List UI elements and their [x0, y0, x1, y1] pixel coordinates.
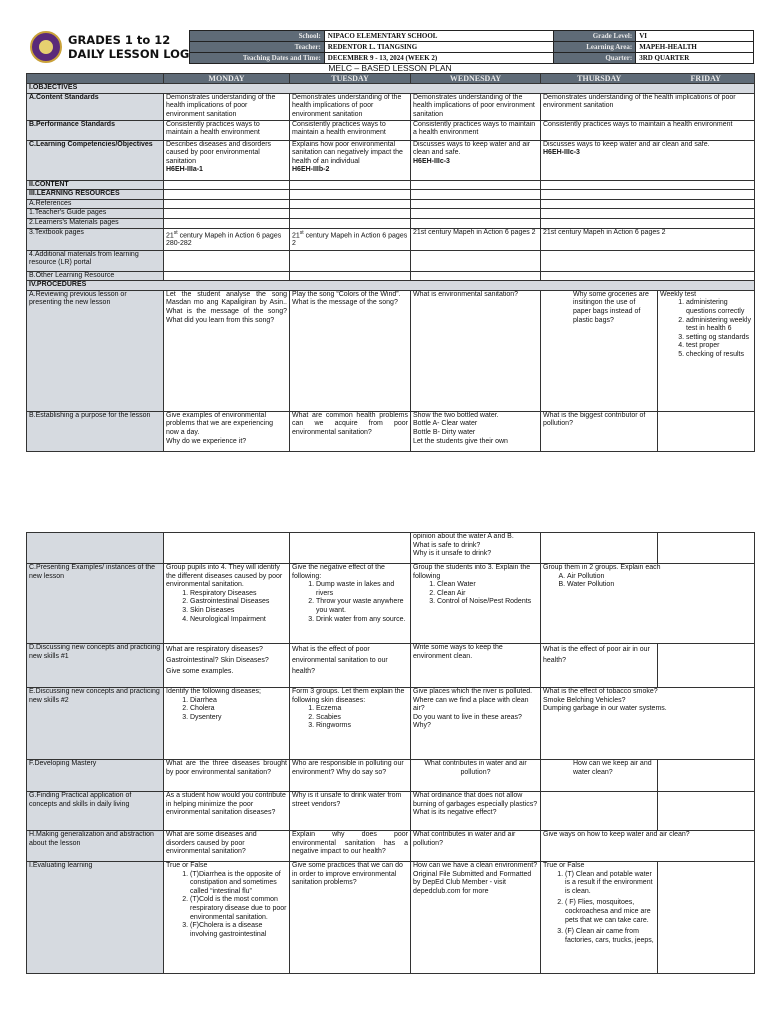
cell: Group pupils into 4. They will identify the different diseases caused by poor environmental sanitation. 1. Respiratory Diseases 2. Gastrointestinal Diseases 3. Skin Diseases 4. Neurological Impairment	[164, 564, 290, 644]
day-wednesday: WEDNESDAY	[411, 74, 541, 84]
cell: Demonstrates understanding of the health implications of poor environment sanitation	[541, 93, 755, 120]
procedures-heading: IV.PROCEDURES	[27, 281, 755, 291]
header	[26, 30, 754, 63]
cell: Give examples of environmental problems that we are experiencing now a day. Why do we experience it?	[164, 411, 290, 451]
cell: What contributes in water and air pollution?	[411, 831, 541, 862]
cell: True or False 1. (T) Clean and potable water is a result if the environment is clean. 2. ( F) Flies, mosquitoes, cockroachesa and mice are pets that we can take care. 3. (F) Clean air came from factories, cars, trucks, jeeps,	[541, 862, 658, 974]
cell: What is the effect of tobacco smoke? Smoke Belching Vehicles? Dumping garbage in our water systems.	[541, 688, 755, 760]
textbook-row	[27, 228, 755, 250]
cell: What contributes in water and air pollution?	[411, 760, 541, 792]
cell: What is the effect of poor environmental sanitation to our health?	[290, 644, 411, 688]
lesson-table-page-2	[26, 532, 755, 974]
row-label: B.Performance Standards	[27, 120, 164, 140]
cell: How can we have a clean environment? Original File Submitted and Formatted by DepEd Club Member - visit depedclub.com for more	[411, 862, 541, 974]
row-label: 2.Learners's Materials pages	[27, 218, 164, 228]
cell: Consistently practices ways to maintain a health environment	[164, 120, 290, 140]
cell	[411, 140, 541, 180]
resources-heading: III.LEARNING RESOURCES	[27, 190, 164, 200]
cell: What is the biggest contributor of pollution?	[541, 411, 658, 451]
cell: What is the effect of poor air in our health?	[541, 644, 658, 688]
quarter-label: Quarter:	[554, 53, 636, 64]
cell: Demonstrates understanding of the health implications of poor environment sanitation	[411, 93, 541, 120]
cell: What are common health problems can we acquire from poor environmental sanitation?	[290, 411, 411, 451]
cell: Consistently practices ways to maintain a health environment	[411, 120, 541, 140]
cell: 21st century Mapeh in Action 6 pages 2	[541, 228, 755, 250]
cell: Consistently practices ways to maintain a health environment	[290, 120, 411, 140]
cell: Group them in 2 groups. Explain each A. Air Pollution B. Water Pollution	[541, 564, 755, 644]
school-value: NIPACO ELEMENTARY SCHOOL	[324, 31, 554, 42]
grade-value: VI	[636, 31, 754, 42]
school-label: School:	[190, 31, 325, 42]
text: Explains how poor environmental sanitation can negatively impact the health of an individual	[292, 140, 403, 165]
presenting-row	[27, 564, 755, 644]
discussing2-row	[27, 688, 755, 760]
row-label: H.Making generalization and abstraction about the lesson	[27, 831, 164, 862]
area-value: MAPEH-HEALTH	[636, 42, 754, 53]
cell: Explain why does poor environmental sanitation has a negative impact to our health?	[290, 831, 411, 862]
code: H6EH-IIIb-2	[292, 166, 330, 174]
cell	[290, 140, 411, 180]
row-label: A.Reviewing previous lesson or presenting the new lesson	[27, 290, 164, 411]
melc-heading: MELC – BASED LESSON PLAN	[328, 63, 452, 73]
row-label: C.Learning Competencies/Objectives	[27, 140, 164, 180]
cell: Give places which the river is polluted. Where can we find a place with clean air? Do you want to live in these areas? Why?	[411, 688, 541, 760]
cell: Identify the following diseases; 1. Diarrhea 2. Cholera 3. Dysentery	[164, 688, 290, 760]
day-tuesday: TUESDAY	[290, 74, 411, 84]
title-line-2: DAILY LESSON LOG	[68, 47, 190, 61]
cell: What are some diseases and disorders caused by poor environmental sanitation?	[164, 831, 290, 862]
day-thursday: THURSDAY	[577, 74, 622, 83]
cell: Why some groceries are insitingon the use of paper bags instead of plastic bags?	[541, 290, 658, 411]
day-header-row	[27, 74, 755, 84]
competencies-row	[27, 140, 755, 180]
row-label: I.Evaluating learning	[27, 862, 164, 974]
cell: Give ways on how to keep water and air clean?	[541, 831, 755, 862]
objectives-heading: I.OBJECTIVES	[27, 84, 755, 94]
text: Describes diseases and disorders caused by poor environmental sanitation	[166, 140, 272, 165]
row-label: C.Presenting Examples/ instances of the new lesson	[27, 564, 164, 644]
cell: Write some ways to keep the environment clean.	[411, 644, 541, 688]
code: H6EH-IIIa-1	[166, 166, 203, 174]
evaluating-row	[27, 862, 755, 974]
cell: True or False 1. (T)Diarrhea is the opposite of constipation and sometimes called “intestinal flu” 2. (T)Cold is the most common respiratory disease due to poor environmental sanitation. 3. (F)Cholera is a disease involving gastrointestinal	[164, 862, 290, 974]
day-monday: MONDAY	[164, 74, 290, 84]
cell: 21st century Mapeh in Action 6 pages 280-282	[164, 228, 290, 250]
cell: Show the two bottled water. Bottle A- Clear water Bottle B- Dirty water Let the students give their own	[411, 411, 541, 451]
title-line-1: GRADES 1 to 12	[68, 33, 171, 47]
row-label: A.Content Standards	[27, 93, 164, 120]
cell: How can we keep air and water clean?	[541, 760, 658, 792]
teacher-label: Teacher:	[190, 42, 325, 53]
cell	[541, 140, 755, 180]
cell	[658, 411, 755, 451]
cell: What is environmental sanitation?	[411, 290, 541, 411]
dates-value: DECEMBER 9 - 13, 2024 (WEEK 2)	[324, 53, 554, 64]
cell: opinion about the water A and B. What is safe to drink? Why is it unsafe to drink?	[411, 533, 541, 564]
cell: Play the song “Colors of the Wind”. What is the message of the song?	[290, 290, 411, 411]
establishing-row	[27, 411, 755, 451]
cell: Give some practices that we can do in order to improve environmental sanitation problems?	[290, 862, 411, 974]
teacher-value: REDENTOR L. TIANGSING	[324, 42, 554, 53]
deped-seal-icon	[30, 31, 62, 63]
cell: Group the students into 3. Explain the following 1. Clean Water 2. Clean Air 3. Control of Noise/Pest Rodents	[411, 564, 541, 644]
row-label: 3.Textbook pages	[27, 228, 164, 250]
cell: Why is it unsafe to drink water from street vendors?	[290, 792, 411, 831]
info-table	[189, 30, 754, 64]
cell: Consistently practices ways to maintain a health environment	[541, 120, 755, 140]
area-label: Learning Area:	[554, 42, 636, 53]
cell: What ordinance that does not allow burning of garbages especially plastics? What is its negative effect?	[411, 792, 541, 831]
cell: Demonstrates understanding of the health implications of poor environment sanitation	[164, 93, 290, 120]
cell: What are respiratory diseases? Gastrointestinal? Skin Diseases? Give some examples.	[164, 644, 290, 688]
continued-row	[27, 533, 755, 564]
cell: Weekly test 1. administering questions correctly 2. administering weekly test in health 6 3. setting og standards 4. test proper 5. checking of results	[658, 290, 755, 411]
row-label: G.Finding Practical application of concepts and skills in daily living	[27, 792, 164, 831]
cell: 21st century Mapeh in Action 6 pages 2	[411, 228, 541, 250]
code: H6EH-IIIc-3	[413, 157, 450, 165]
row-label: B.Other Learning Resource	[27, 271, 164, 281]
code: H6EH-IIIc-3	[543, 149, 580, 157]
row-label: F.Developing Mastery	[27, 760, 164, 792]
cell: Who are responsible in polluting our environment? Why do say so?	[290, 760, 411, 792]
document-title	[68, 33, 189, 61]
discussing1-row	[27, 644, 755, 688]
text: Discusses ways to keep water and air clean and safe.	[413, 140, 531, 157]
cell	[164, 140, 290, 180]
row-label: 4.Additional materials from learning resource (LR) portal	[27, 250, 164, 271]
cell: Let the student analyse the song Masdan mo ang Kapaligiran by Asin.. What is the message of the song? What did you learn from this song?	[164, 290, 290, 411]
lesson-table-page-1	[26, 73, 755, 452]
reviewing-row	[27, 290, 755, 411]
day-friday: FRIDAY	[690, 74, 721, 83]
cell: As a student how would you contribute in helping minimize the poor environmental sanitation diseases?	[164, 792, 290, 831]
quarter-value: 3RD QUARTER	[636, 53, 754, 64]
cell: Form 3 groups. Let them explain the following skin diseases: 1. Eczema 2. Scabies 3. Ringworms	[290, 688, 411, 760]
cell: Demonstrates understanding of the health implications of poor environment sanitation	[290, 93, 411, 120]
cell: What are the three diseases brought by poor environmental sanitation?	[164, 760, 290, 792]
performance-standards-row	[27, 120, 755, 140]
dates-label: Teaching Dates and Time:	[190, 53, 325, 64]
row-label: E.Discussing new concepts and practicing new skills #2	[27, 688, 164, 760]
cell: 21st century Mapeh in Action 6 pages 2	[290, 228, 411, 250]
row-label: D.Discussing new concepts and practicing new skills #1	[27, 644, 164, 688]
content-heading: II.CONTENT	[27, 180, 164, 190]
row-label: B.Establishing a purpose for the lesson	[27, 411, 164, 451]
text: Discusses ways to keep water and air clean and safe.	[543, 140, 710, 148]
row-label: A.References	[27, 199, 164, 209]
generalization-row	[27, 831, 755, 862]
practical-row	[27, 792, 755, 831]
grade-label: Grade Level:	[554, 31, 636, 42]
row-label: 1.Teacher's Guide pages	[27, 209, 164, 219]
mastery-row	[27, 760, 755, 792]
content-standards-row	[27, 93, 755, 120]
cell: Give the negative effect of the following: 1. Dump waste in lakes and rivers 2. Throw your waste anywhere you want. 3. Drink water from any source.	[290, 564, 411, 644]
